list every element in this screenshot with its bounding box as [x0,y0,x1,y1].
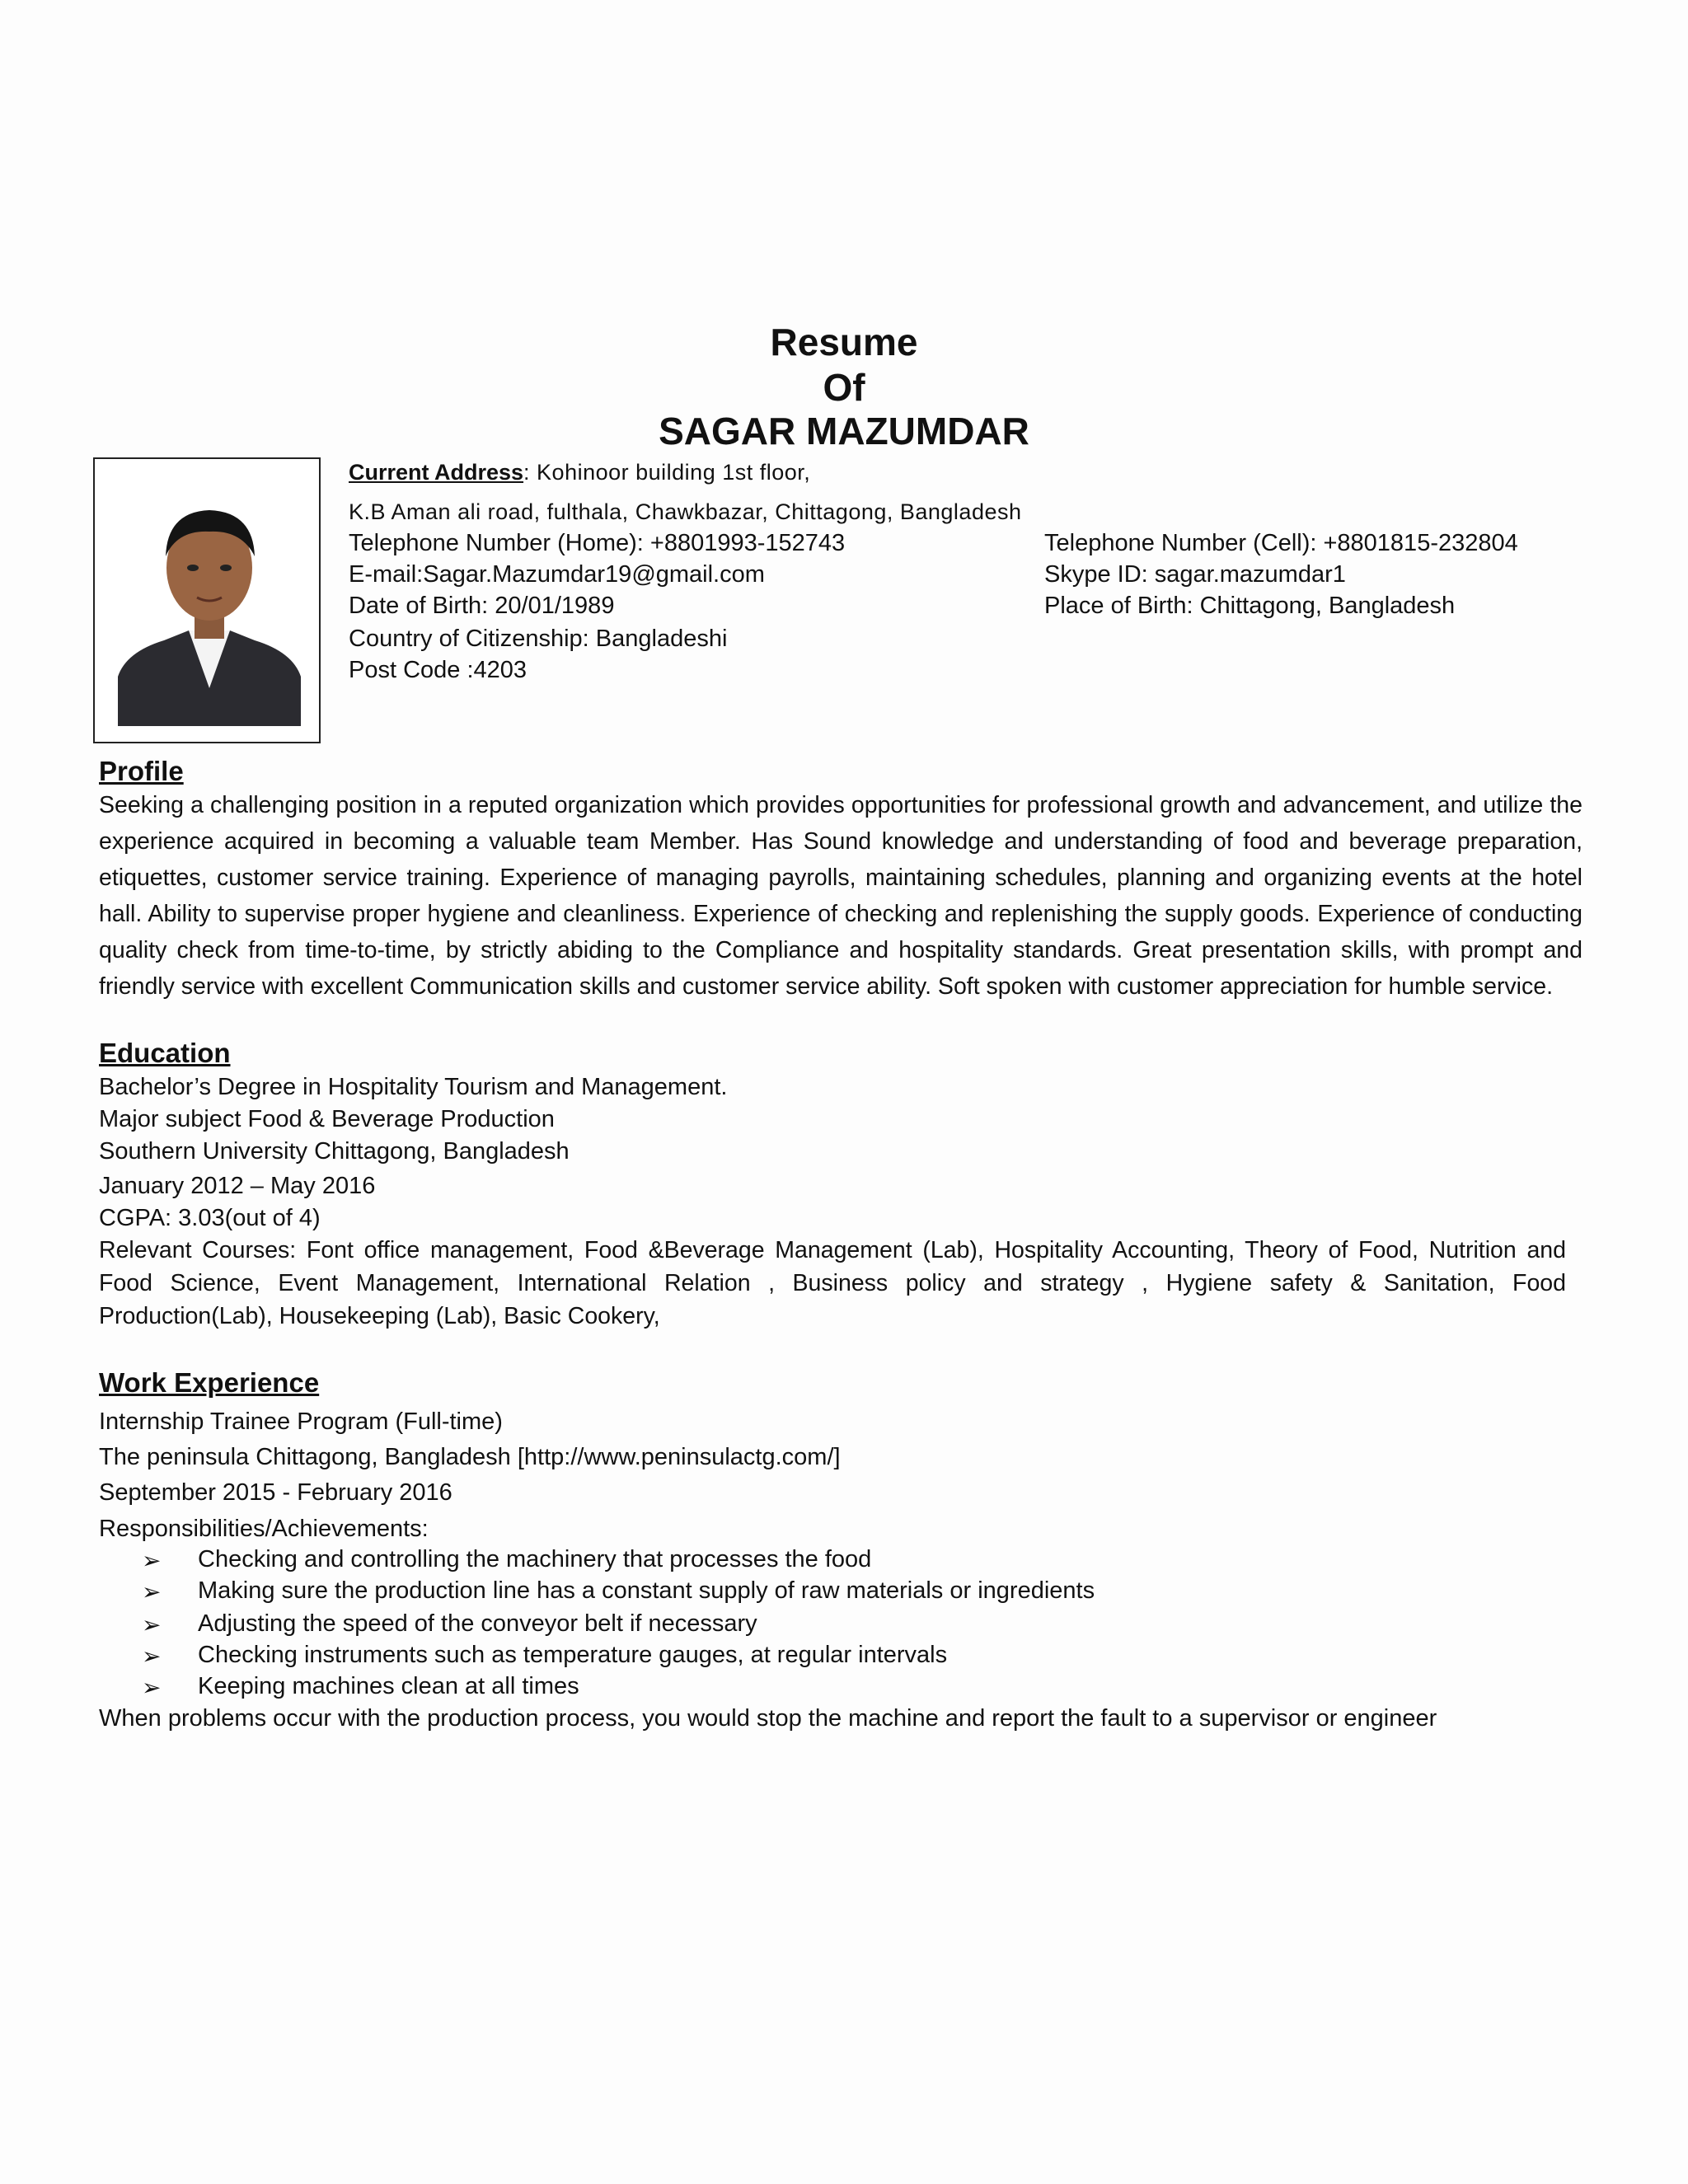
arrow-bullet-icon: ➢ [142,1675,162,1700]
phone-home: Telephone Number (Home): +8801993-152743 [349,530,846,556]
date-of-birth: Date of Birth: 20/01/1989 [349,593,615,619]
phone-cell: Telephone Number (Cell): +8801815-232804 [1044,530,1518,556]
title-of: Of [823,366,865,409]
education-dates: January 2012 – May 2016 [99,1173,376,1199]
bullet-text: Keeping machines clean at all times [198,1673,579,1699]
portrait-image [118,482,301,726]
profile-heading: Profile [99,756,184,786]
education-degree: Bachelor’s Degree in Hospitality Tourism and Management. [99,1074,728,1100]
education-courses: Relevant Courses: Font office management, Food &Beverage Management (Lab), Hospitality Accounting, Theory of Food, Nutrition and Food Science, Event Management, International Relation , Business policy and strategy , Hygiene safety & Sanitation, Food Production(Lab), Housekeeping (Lab), Basic Cookery, [99,1237,1566,1329]
email: E-mail:Sagar.Mazumdar19@gmail.com [349,561,765,588]
bullet-text: Checking instruments such as temperature gauges, at regular intervals [198,1642,948,1668]
address-line1: : Kohinoor building 1st floor, [523,460,811,485]
education-cgpa: CGPA: 3.03(out of 4) [99,1205,321,1231]
title-name: SAGAR MAZUMDAR [659,410,1029,452]
education-heading: Education [99,1038,231,1068]
post-code: Post Code :4203 [349,657,528,683]
education-major: Major subject Food & Beverage Production [99,1106,555,1132]
address-label: Current Address [349,460,524,485]
skype-id: Skype ID: sagar.mazumdar1 [1044,561,1346,588]
current-address-line [349,458,810,486]
work-responsibilities-label: Responsibilities/Achievements: [99,1516,429,1542]
place-of-birth: Place of Birth: Chittagong, Bangladesh [1044,593,1456,619]
bullet-text: Checking and controlling the machinery that processes the food [198,1546,872,1572]
arrow-bullet-icon: ➢ [142,1579,162,1605]
bullet-text: Making sure the production line has a constant supply of raw materials or ingredients [198,1577,1095,1604]
work-program: Internship Trainee Program (Full-time) [99,1408,503,1435]
education-university: Southern University Chittagong, Bangladesh [99,1138,570,1165]
arrow-bullet-icon: ➢ [142,1548,162,1573]
profile-text: Seeking a challenging position in a reputed organization which provides opportunities for professional growth and advancement, and utilize the experience acquired in becoming a valuable team Member. Has Sound knowledge and understanding of food and beverage preparation, etiquettes, customer service training. Experience of managing payrolls, maintaining schedules, planning and organizing events at the hotel hall. Ability to supervise proper hygiene and cleanliness. Experience of checking and replenishing the supply goods. Experience of conducting quality check from time-to-time, by strictly abiding to the Compliance and hospitality standards. Great presentation skills, with prompt and friendly service with excellent Communication skills and customer service ability. Soft spoken with customer appreciation for humble service. [99,792,1582,1000]
citizenship: Country of Citizenship: Bangladeshi [349,626,728,652]
arrow-bullet-icon: ➢ [142,1612,162,1638]
work-heading: Work Experience [99,1367,320,1398]
profile-photo [93,457,321,743]
work-closing: When problems occur with the production process, you would stop the machine and report the fault to a supervisor or engineer [99,1705,1437,1732]
title-resume: Resume [770,321,918,363]
work-company: The peninsula Chittagong, Bangladesh [http://www.peninsulactg.com/] [99,1444,841,1470]
work-dates: September 2015 - February 2016 [99,1479,452,1506]
bullet-text: Adjusting the speed of the conveyor belt if necessary [198,1610,757,1637]
address-line2: K.B Aman ali road, fulthala, Chawkbazar, Chittagong, Bangladesh [349,499,1022,524]
arrow-bullet-icon: ➢ [142,1643,162,1669]
